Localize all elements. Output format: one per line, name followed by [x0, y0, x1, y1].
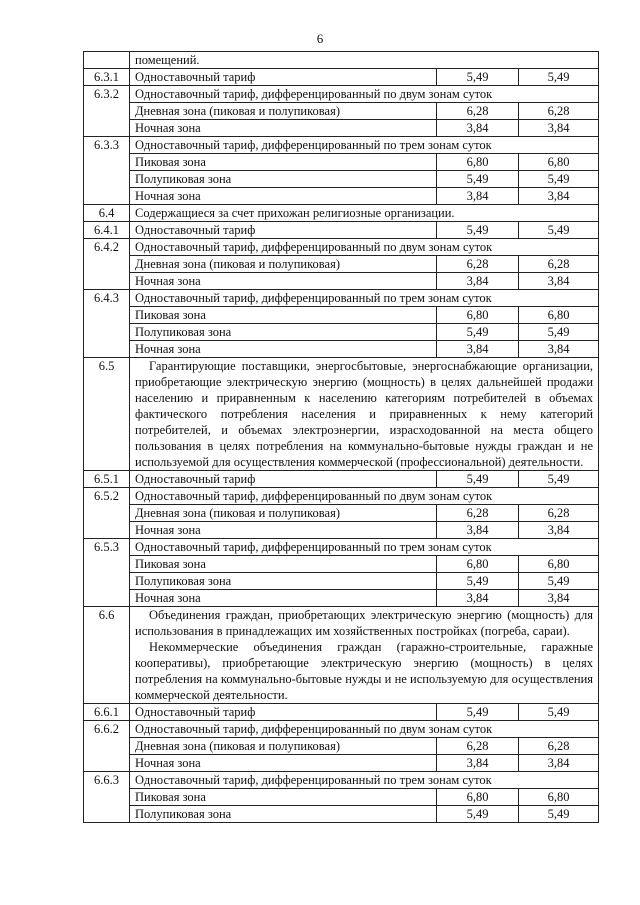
tariff-value-first: 3,84 — [437, 273, 519, 290]
tariff-value-first: 6,80 — [437, 307, 519, 324]
tariff-value-second: 6,80 — [519, 307, 599, 324]
tariff-description: Ночная зона — [130, 522, 437, 539]
tariff-value-first: 6,28 — [437, 256, 519, 273]
row-number: 6.6.3 — [84, 772, 130, 823]
row-number: 6.6 — [84, 607, 130, 704]
tariff-description: Ночная зона — [130, 188, 437, 205]
row-number: 6.3.2 — [84, 86, 130, 137]
tariff-value-second: 5,49 — [519, 806, 599, 823]
zone-row — [84, 755, 599, 772]
zone-row — [84, 806, 599, 823]
row-number: 6.4 — [84, 205, 130, 222]
tariff-value-first: 6,80 — [437, 556, 519, 573]
section-row — [84, 358, 599, 471]
row-number: 6.6.2 — [84, 721, 130, 772]
tariff-description: Содержащиеся за счет прихожан религиозные организации. — [130, 205, 599, 222]
tariff-description: Одноставочный тариф — [130, 69, 437, 86]
tariff-value-second: 3,84 — [519, 590, 599, 607]
section-row — [84, 607, 599, 704]
tariff-value-first: 5,49 — [437, 806, 519, 823]
tariff-description: Дневная зона (пиковая и полупиковая) — [130, 738, 437, 755]
tariff-value-second: 5,49 — [519, 471, 599, 488]
tariff-value-second: 3,84 — [519, 188, 599, 205]
tariff-description: Одноставочный тариф, дифференцированный по трем зонам суток — [130, 137, 599, 154]
tariff-description: Ночная зона — [130, 590, 437, 607]
tariff-value-second: 6,28 — [519, 103, 599, 120]
tariff-description: Одноставочный тариф, дифференцированный по трем зонам суток — [130, 772, 599, 789]
tariff-row — [84, 222, 599, 239]
tariff-row — [84, 704, 599, 721]
tariff-value-second: 6,28 — [519, 738, 599, 755]
tariff-value-first: 5,49 — [437, 171, 519, 188]
tariff-value-second: 3,84 — [519, 755, 599, 772]
section-paragraph: Гарантирующие поставщики, энергосбытовые, энергоснабжающие организации, приобретающие электрическую энергию (мощность) в целях дальнейшей продажи населению и приравненным к населению категориям потребителей в объемах фактического потребления населения и приравненных к нему категорий потребителей, и объемах электроэнергии, израсходованной на места общего пользования в целях потребления на коммунально-бытовые нужды граждан и не используемой для осуществления коммерческой (профессиональной) деятельности. — [135, 359, 594, 469]
row-number: 6.4.3 — [84, 290, 130, 358]
tariff-value-second: 6,28 — [519, 505, 599, 522]
tariff-description: Пиковая зона — [130, 154, 437, 171]
zone-row — [84, 256, 599, 273]
zone-row — [84, 789, 599, 806]
zone-row — [84, 154, 599, 171]
tariff-description: Одноставочный тариф — [130, 471, 437, 488]
zone-row — [84, 273, 599, 290]
zone-row — [84, 307, 599, 324]
tariff-description: Полупиковая зона — [130, 171, 437, 188]
tariff-value-second: 5,49 — [519, 222, 599, 239]
tariff-value-first: 3,84 — [437, 755, 519, 772]
zone-row — [84, 103, 599, 120]
tariff-description: Полупиковая зона — [130, 806, 437, 823]
tariff-value-second: 6,80 — [519, 789, 599, 806]
tariff-value-first: 3,84 — [437, 120, 519, 137]
tariff-row — [84, 772, 599, 789]
tariff-value-second: 5,49 — [519, 573, 599, 590]
row-number: 6.5.2 — [84, 488, 130, 539]
tariff-value-second: 3,84 — [519, 522, 599, 539]
tariff-description: Полупиковая зона — [130, 573, 437, 590]
tariff-value-first: 3,84 — [437, 341, 519, 358]
tariff-table — [83, 51, 599, 823]
section-paragraph: Объединения граждан, приобретающих электрическую энергию (мощность) для использования в принадлежащих им хозяйственных постройках (погреба, сараи). — [135, 608, 594, 638]
row-number: 6.5.1 — [84, 471, 130, 488]
tariff-description: Одноставочный тариф, дифференцированный по двум зонам суток — [130, 721, 599, 738]
tariff-value-second: 6,80 — [519, 154, 599, 171]
row-number: 6.6.1 — [84, 704, 130, 721]
tariff-description: Ночная зона — [130, 755, 437, 772]
tariff-row — [84, 488, 599, 505]
tariff-value-first: 3,84 — [437, 590, 519, 607]
tariff-description: Ночная зона — [130, 120, 437, 137]
tariff-description: Дневная зона (пиковая и полупиковая) — [130, 103, 437, 120]
row-number: 6.4.1 — [84, 222, 130, 239]
tariff-value-first: 5,49 — [437, 471, 519, 488]
zone-row — [84, 522, 599, 539]
tariff-value-second: 5,49 — [519, 69, 599, 86]
tariff-value-second: 3,84 — [519, 120, 599, 137]
tariff-value-first: 5,49 — [437, 573, 519, 590]
tariff-value-first: 6,80 — [437, 154, 519, 171]
tariff-row — [84, 290, 599, 307]
page-number: 6 — [316, 31, 324, 46]
tariff-value-first: 6,28 — [437, 505, 519, 522]
zone-row — [84, 505, 599, 522]
zone-row — [84, 120, 599, 137]
section-description — [130, 607, 599, 704]
tariff-row — [84, 137, 599, 154]
zone-row — [84, 556, 599, 573]
zone-row — [84, 590, 599, 607]
tariff-description: Ночная зона — [130, 273, 437, 290]
tariff-value-second: 3,84 — [519, 341, 599, 358]
row-number-cell — [84, 52, 130, 69]
zone-row — [84, 573, 599, 590]
row-number: 6.3.3 — [84, 137, 130, 205]
tariff-value-first: 5,49 — [437, 324, 519, 341]
tariff-description: Пиковая зона — [130, 556, 437, 573]
tariff-value-first: 5,49 — [437, 69, 519, 86]
zone-row — [84, 171, 599, 188]
tariff-description: Дневная зона (пиковая и полупиковая) — [130, 505, 437, 522]
tariff-description: Пиковая зона — [130, 789, 437, 806]
tariff-description: Одноставочный тариф, дифференцированный по трем зонам суток — [130, 539, 599, 556]
tariff-value-second: 6,80 — [519, 556, 599, 573]
tariff-value-second: 3,84 — [519, 273, 599, 290]
tariff-value-second: 5,49 — [519, 171, 599, 188]
tariff-description: Полупиковая зона — [130, 324, 437, 341]
tariff-row — [84, 721, 599, 738]
row-number: 6.4.2 — [84, 239, 130, 290]
tariff-value-second: 5,49 — [519, 324, 599, 341]
tariff-description: Одноставочный тариф, дифференцированный по двум зонам суток — [130, 239, 599, 256]
zone-row — [84, 738, 599, 755]
section-row — [84, 205, 599, 222]
zone-row — [84, 324, 599, 341]
tariff-value-first: 3,84 — [437, 522, 519, 539]
tariff-description: Одноставочный тариф — [130, 704, 437, 721]
tariff-value-first: 6,80 — [437, 789, 519, 806]
section-paragraph: Некоммерческие объединения граждан (гаражно-строительные, гаражные кооперативы), приобретающие электрическую энергию (мощность) в целях потребления на коммунально-бытовые нужды и не используемую для осуществления коммерческой деятельности. — [135, 640, 594, 702]
tariff-description: Одноставочный тариф, дифференцированный по двум зонам суток — [130, 488, 599, 505]
tariff-value-first: 6,28 — [437, 103, 519, 120]
zone-row — [84, 341, 599, 358]
continuation-text: помещений. — [130, 52, 599, 69]
row-number: 6.3.1 — [84, 69, 130, 86]
tariff-value-first: 5,49 — [437, 222, 519, 239]
tariff-description: Ночная зона — [130, 341, 437, 358]
tariff-description: Пиковая зона — [130, 307, 437, 324]
row-number: 6.5 — [84, 358, 130, 471]
tariff-row — [84, 239, 599, 256]
row-number: 6.5.3 — [84, 539, 130, 607]
zone-row — [84, 188, 599, 205]
tariff-description: Одноставочный тариф, дифференцированный по трем зонам суток — [130, 290, 599, 307]
tariff-row — [84, 471, 599, 488]
tariff-value-first: 6,28 — [437, 738, 519, 755]
tariff-value-first: 5,49 — [437, 704, 519, 721]
tariff-description: Дневная зона (пиковая и полупиковая) — [130, 256, 437, 273]
tariff-description: Одноставочный тариф, дифференцированный по двум зонам суток — [130, 86, 599, 103]
tariff-row — [84, 86, 599, 103]
tariff-value-first: 3,84 — [437, 188, 519, 205]
tariff-value-second: 6,28 — [519, 256, 599, 273]
continuation-row — [84, 52, 599, 69]
tariff-table-body — [84, 52, 599, 823]
tariff-row — [84, 69, 599, 86]
tariff-value-second: 5,49 — [519, 704, 599, 721]
tariff-row — [84, 539, 599, 556]
tariff-description: Одноставочный тариф — [130, 222, 437, 239]
section-description — [130, 358, 599, 471]
